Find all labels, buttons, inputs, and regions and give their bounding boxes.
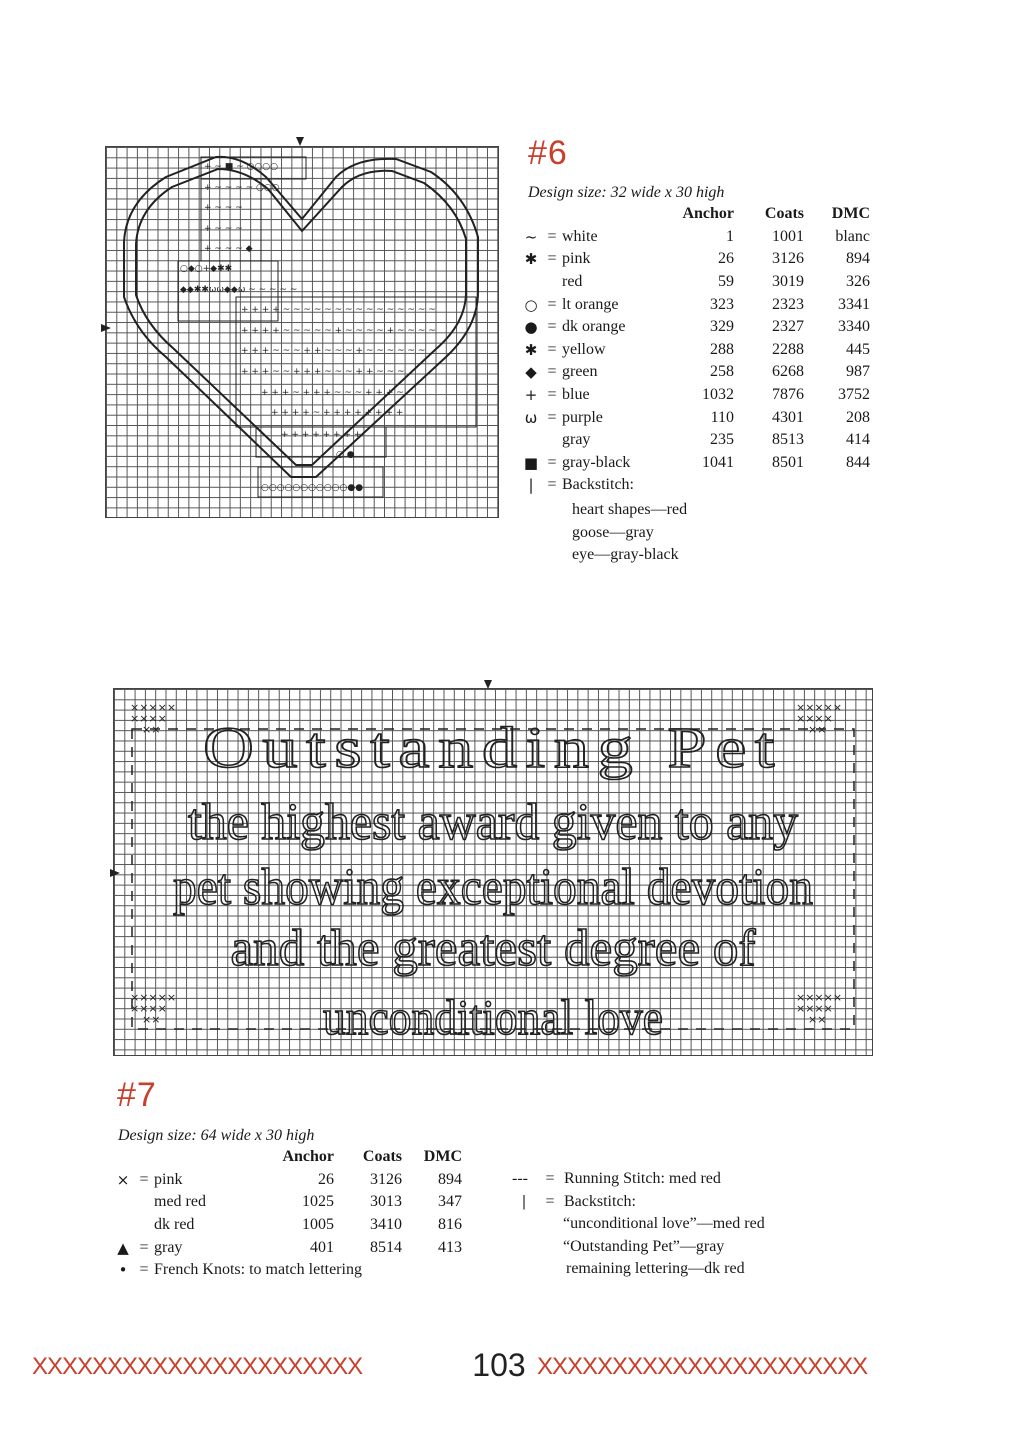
- key-symbol: ✱: [524, 340, 538, 359]
- key-coats: 3410: [370, 1216, 402, 1234]
- key-color-name: pink: [154, 1170, 183, 1188]
- key-symbol: +: [524, 386, 538, 405]
- key-anchor: 329: [710, 318, 734, 336]
- key-anchor: 235: [710, 431, 734, 449]
- key-color-name: green: [562, 363, 598, 381]
- key-color-name: white: [562, 227, 598, 245]
- pattern6-color-key: [520, 203, 870, 497]
- key-dmc: 3752: [838, 386, 870, 404]
- dmc-header: DMC: [423, 1148, 462, 1166]
- key-coats: 2327: [772, 318, 804, 336]
- pattern6-center-mark-top: [296, 137, 304, 146]
- key-coats: 7876: [772, 386, 804, 404]
- key-symbol: [112, 1214, 134, 1237]
- backstitch-note: eye—gray-black: [572, 546, 679, 564]
- key-eq: =: [547, 386, 557, 404]
- backstitch-note: goose—gray: [572, 523, 654, 541]
- svg-text:○ ●: ○ ●: [336, 450, 355, 460]
- key-eq: [134, 1191, 154, 1214]
- svg-text:×××××: ×××××: [130, 701, 177, 714]
- key-eq: =: [547, 340, 557, 358]
- pattern7-chart-grid: [113, 688, 873, 1056]
- svg-text:××××: ××××: [130, 1002, 167, 1015]
- key-dmc: [804, 474, 870, 497]
- svg-text:××××: ××××: [796, 712, 833, 725]
- key-color-name: blue: [562, 386, 590, 404]
- running-stitch-row: [512, 1168, 765, 1191]
- key-eq: =: [139, 1238, 149, 1256]
- backstitch-note: heart shapes—red: [572, 501, 688, 518]
- page-number: 103: [472, 1347, 526, 1383]
- svg-text:○○○○○○○○○○○●●: ○○○○○○○○○○○●●: [261, 483, 364, 493]
- key-eq: =: [547, 363, 557, 381]
- pattern6-center-mark-left: [101, 324, 111, 332]
- backstitch-text: Backstitch:: [564, 1192, 636, 1210]
- key-anchor: 26: [318, 1170, 334, 1188]
- key-coats: 8513: [772, 431, 804, 449]
- key-symbol: [520, 429, 542, 452]
- svg-text:+ + + ~ ~ + + + ~ ~ ~ + + ~ ~: + + + ~ ~ + + + ~ ~ ~ + + ~ ~ ~: [241, 367, 405, 377]
- key-coats: [734, 474, 804, 497]
- backstitch-note: “unconditional love”—med red: [563, 1215, 765, 1233]
- key-row: [520, 452, 870, 475]
- key-anchor: 323: [710, 295, 734, 313]
- svg-text:××××: ××××: [796, 1002, 833, 1015]
- key-symbol: [520, 271, 542, 294]
- key-coats: 6268: [772, 363, 804, 381]
- svg-text:+ + + ~ + + + ~ ~ ~ + + + ~: + + + ~ + + + ~ ~ ~ + + + ~: [261, 388, 404, 398]
- key-row: [112, 1214, 462, 1237]
- svg-text:+ + + + + + + +: + + + + + + + +: [281, 430, 362, 440]
- key-dmc: 894: [846, 250, 870, 268]
- key-eq: [542, 271, 562, 294]
- key-row: [520, 316, 870, 339]
- key-coats: 8514: [370, 1238, 402, 1256]
- key-dmc: 894: [438, 1170, 462, 1188]
- key-dmc: 326: [846, 273, 870, 291]
- key-dmc: 3340: [838, 318, 870, 336]
- key-row: [520, 339, 870, 362]
- key-dmc: 347: [438, 1193, 462, 1211]
- key-eq: [134, 1214, 154, 1237]
- key-dmc: 414: [846, 431, 870, 449]
- svg-text:××: ××: [142, 1013, 161, 1026]
- key-eq: [542, 429, 562, 452]
- key-dmc: 987: [846, 363, 870, 381]
- key-dmc: 445: [846, 340, 870, 358]
- key-row: [520, 361, 870, 384]
- svg-text:××: ××: [808, 1013, 827, 1026]
- key-color-name: purple: [562, 408, 603, 426]
- svg-text:+ + + + ~ ~ ~ ~ ~ ~ ~ ~ ~ ~ ~: + + + + ~ ~ ~ ~ ~ ~ ~ ~ ~ ~ ~ ~ ~ ~ ~: [241, 305, 436, 315]
- key-anchor: 1032: [702, 386, 734, 404]
- key-anchor: 1025: [302, 1193, 334, 1211]
- key-row: [520, 406, 870, 429]
- svg-text:×××××: ×××××: [796, 991, 843, 1004]
- chart-line-5: unconditional love: [323, 989, 663, 1045]
- key-eq: =: [547, 250, 557, 268]
- key-symbol: ~: [524, 227, 538, 246]
- pattern7-lettering-motif: [114, 689, 872, 1055]
- key-coats: 2323: [772, 295, 804, 313]
- key-header-row: [520, 203, 870, 226]
- key-anchor: [664, 474, 734, 497]
- key-anchor: 401: [310, 1238, 334, 1256]
- key-eq: =: [139, 1170, 149, 1188]
- anchor-header: Anchor: [682, 205, 734, 223]
- backstitch-symbol: |: [522, 1192, 526, 1210]
- backstitch-row: [512, 1191, 765, 1214]
- svg-text:×××××: ×××××: [796, 701, 843, 714]
- key-row: [112, 1191, 462, 1214]
- key-dmc: 208: [846, 408, 870, 426]
- pattern7-center-mark-left: [110, 869, 120, 877]
- key-anchor: 1: [726, 227, 734, 245]
- key-anchor: 288: [710, 340, 734, 358]
- svg-text:+ ~ ~ ~ ~ ○○○: + ~ ~ ~ ~ ○○○: [204, 183, 280, 193]
- svg-text:+ + + + ~ ~ ~ ~ ~ + ~ ~ ~ ~ +: + + + + ~ ~ ~ ~ ~ + ~ ~ ~ ~ + ~ ~ ~ ~: [241, 326, 436, 336]
- coats-header: Coats: [764, 205, 804, 223]
- key-row: [520, 248, 870, 271]
- key-color-name: pink: [562, 250, 591, 268]
- key-symbol: ▲: [117, 1238, 129, 1257]
- key-eq: =: [547, 476, 557, 494]
- running-stitch-symbol: ---: [512, 1170, 528, 1187]
- running-stitch-text: Running Stitch: med red: [564, 1170, 721, 1187]
- key-coats: 2288: [772, 340, 804, 358]
- key-coats: 4301: [772, 408, 804, 426]
- key-coats: 3019: [772, 273, 804, 291]
- backstitch-eq: =: [545, 1192, 555, 1210]
- key-eq: =: [547, 453, 557, 471]
- key-eq: =: [139, 1261, 149, 1279]
- key-header-row: [112, 1146, 462, 1169]
- key-anchor: 59: [718, 273, 734, 291]
- key-symbol: ○: [524, 295, 538, 314]
- key-eq: =: [547, 408, 557, 426]
- key-color-name: yellow: [562, 340, 606, 358]
- key-row: [520, 384, 870, 407]
- key-symbol: ω: [524, 408, 538, 427]
- key-symbol: [112, 1191, 134, 1214]
- key-eq: =: [547, 318, 557, 336]
- chart-line-3: pet showing exceptional devotion: [173, 859, 813, 916]
- page-footer: [0, 1347, 1023, 1387]
- key-symbol: ✱: [524, 250, 538, 269]
- key-coats: 3013: [370, 1193, 402, 1211]
- key-row: [520, 429, 870, 452]
- pattern6-backstitch-notes: [572, 499, 687, 567]
- key-color-name: lt orange: [562, 295, 619, 313]
- key-row: [520, 293, 870, 316]
- key-dmc: 3341: [838, 295, 870, 313]
- key-dmc: 816: [438, 1216, 462, 1234]
- key-eq: =: [547, 227, 557, 245]
- svg-text:+ ~ ~ ~: + ~ ~ ~: [204, 224, 243, 234]
- key-eq: =: [547, 295, 557, 313]
- pattern7-color-key: [112, 1146, 462, 1282]
- running-stitch-eq: =: [545, 1170, 555, 1187]
- svg-text:+ + + + ~ + + + + + + + +: + + + + ~ + + + + + + + +: [271, 408, 404, 418]
- key-row: [112, 1236, 462, 1259]
- key-color-name: red: [562, 273, 583, 291]
- pattern7-center-mark-top: [484, 680, 492, 689]
- key-symbol: •: [118, 1261, 128, 1280]
- key-color-name: Backstitch:: [562, 476, 634, 494]
- key-color-name: dk orange: [562, 318, 626, 336]
- svg-text:◆◆✱✱ωω◆◆ω ~ ~ ~ ~ ~: ◆◆✱✱ωω◆◆ω ~ ~ ~ ~ ~: [180, 285, 298, 295]
- chart-line-outstanding-pet: Outstanding Pet: [203, 715, 783, 780]
- key-anchor: 258: [710, 363, 734, 381]
- pattern6-number: #6: [528, 134, 568, 172]
- key-anchor: 110: [710, 408, 734, 426]
- pattern6-chart-grid: [105, 146, 499, 518]
- key-symbol: ●: [524, 318, 538, 337]
- key-anchor: 1041: [702, 453, 734, 471]
- pattern7-number: #7: [117, 1076, 157, 1114]
- pattern6-design-size: Design size: 32 wide x 30 high: [528, 184, 725, 201]
- dmc-header: DMC: [831, 205, 870, 223]
- svg-text:+ + + ~ ~ ~ + + ~ ~ ~ + ~ ~ ~: + + + ~ ~ ~ + + ~ ~ ~ + ~ ~ ~ ~ ~ ~: [241, 346, 426, 356]
- key-row: [112, 1169, 462, 1192]
- key-coats: 8501: [772, 453, 804, 471]
- key-anchor: 1005: [302, 1216, 334, 1234]
- chart-line-2: the highest award given to any: [188, 794, 798, 851]
- svg-text:○◆○+◆✱✱: ○◆○+◆✱✱: [180, 264, 233, 274]
- french-knots-note: French Knots: to match lettering: [154, 1261, 362, 1279]
- coats-header: Coats: [362, 1148, 402, 1166]
- key-symbol: ■: [523, 453, 539, 472]
- key-color-name: gray: [154, 1238, 183, 1256]
- svg-text:××: ××: [808, 723, 827, 736]
- backstitch-note: “Outstanding Pet”—gray: [563, 1237, 725, 1255]
- key-row: [520, 226, 870, 249]
- svg-text:+ ~ ■ ~ ○○○○: + ~ ■ ~ ○○○○: [204, 162, 278, 172]
- pattern7-stitch-notes: [512, 1168, 765, 1281]
- key-color-name: gray: [562, 431, 591, 449]
- svg-text:+ ~ ~ ~: + ~ ~ ~: [204, 203, 243, 213]
- footer-right-cross-border: XXXXXXXXXXXXXXXXXXXXXX: [537, 1353, 868, 1380]
- key-row: [520, 271, 870, 294]
- anchor-header: Anchor: [282, 1148, 334, 1166]
- backstitch-note: remaining lettering—dk red: [566, 1260, 745, 1278]
- key-dmc: 413: [438, 1238, 462, 1256]
- key-coats: 3126: [370, 1170, 402, 1188]
- pattern6-heart-goose-motif: [106, 147, 498, 517]
- svg-text:××××: ××××: [130, 712, 167, 725]
- key-row: [520, 474, 870, 497]
- key-dmc: 844: [846, 453, 870, 471]
- footer-left-cross-border: XXXXXXXXXXXXXXXXXXXXXX: [32, 1353, 363, 1380]
- svg-text:××: ××: [142, 723, 161, 736]
- svg-text:×××××: ×××××: [130, 991, 177, 1004]
- key-color-name: gray-black: [562, 453, 631, 471]
- key-dmc: blanc: [835, 227, 870, 245]
- key-coats: 1001: [772, 227, 804, 245]
- key-row-french-knots: [112, 1259, 462, 1282]
- pattern7-design-size: Design size: 64 wide x 30 high: [118, 1127, 315, 1144]
- key-color-name: med red: [154, 1193, 206, 1211]
- key-symbol: |: [528, 476, 534, 495]
- key-coats: 3126: [772, 250, 804, 268]
- chart-line-4: and the greatest degree of: [230, 920, 757, 977]
- svg-text:+ ~ ~ ~ ◆: + ~ ~ ~ ◆: [204, 244, 253, 254]
- key-color-name: dk red: [154, 1216, 195, 1234]
- key-symbol: ◆: [525, 363, 537, 382]
- key-symbol: ×: [116, 1170, 130, 1189]
- key-anchor: 26: [718, 250, 734, 268]
